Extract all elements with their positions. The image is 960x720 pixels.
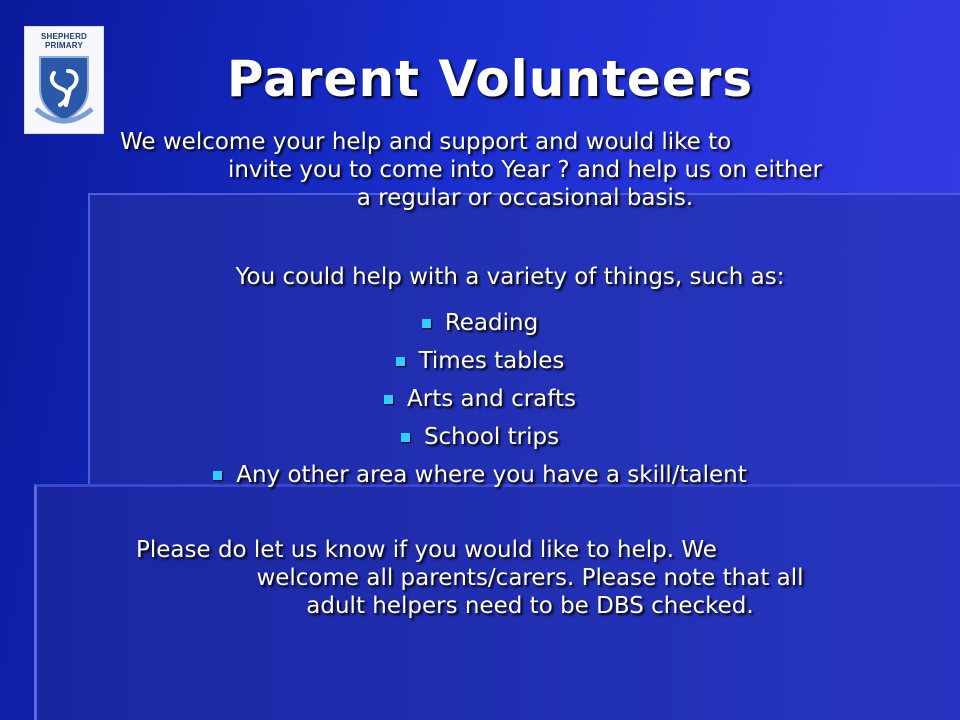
- closing-line: Please do let us know if you would like to help. We: [136, 537, 717, 563]
- list-item: Arts and crafts: [0, 380, 960, 418]
- variety-heading: You could help with a variety of things, such as:: [235, 264, 785, 290]
- help-items-list: [0, 304, 960, 494]
- square-bullet-icon: [213, 471, 222, 480]
- list-item: Any other area where you have a skill/talent: [0, 456, 960, 494]
- closing-paragraph: [110, 536, 920, 620]
- logo-school-name: SHEPHERD PRIMARY: [40, 32, 88, 50]
- square-bullet-icon: [396, 357, 405, 366]
- intro-line: a regular or occasional basis.: [356, 185, 694, 211]
- square-bullet-icon: [401, 433, 410, 442]
- intro-line: We welcome your help and support and would like to: [120, 129, 732, 155]
- closing-line: welcome all parents/carers. Please note that all: [256, 565, 804, 591]
- intro-paragraph: [110, 128, 920, 212]
- square-bullet-icon: [422, 319, 431, 328]
- intro-line: invite you to come into Year ? and help us on either: [227, 157, 823, 183]
- square-bullet-icon: [384, 395, 393, 404]
- list-item: Reading: [0, 304, 960, 342]
- school-logo: [24, 26, 104, 134]
- list-item: Times tables: [0, 342, 960, 380]
- slide-title: Parent Volunteers: [226, 50, 754, 108]
- closing-line: adult helpers need to be DBS checked.: [306, 593, 754, 619]
- list-item: School trips: [0, 418, 960, 456]
- shield-icon: [34, 53, 94, 127]
